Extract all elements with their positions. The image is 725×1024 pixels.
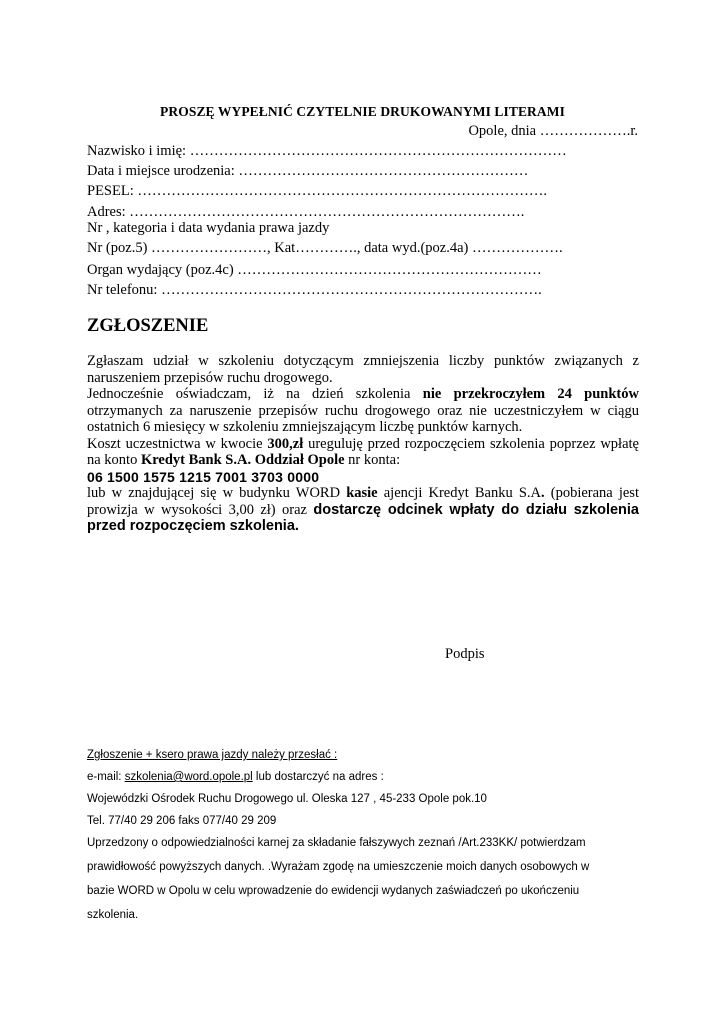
license-numbers-line: Nr (poz.5) ……………………, Kat…………., data wyd.(poz.4a) ………………. [87,240,563,256]
declaration-paragraph-4: lub w znajdującej się w budynku WORD kasie ajencji Kredyt Banku S.A. (pobierana jest prowizja w wysokości 3,00 zł) oraz dostarczę odcinek wpłaty do działu szkolenia przed rozpoczęciem szkolenia. [87,485,639,534]
declaration-body [87,353,639,535]
pesel-field-line: PESEL: …………………………………………………………………………. [87,183,547,199]
phone-field-line: Nr telefonu: ……………………………………………………………………. [87,282,542,298]
email-link[interactable]: szkolenia@word.opole.pl [124,771,253,783]
declaration-paragraph-2: Jednocześnie oświadczam, iż na dzień szkolenia nie przekroczyłem 24 punktów otrzymanych za naruszenie przepisów ruchu drogowego oraz nie uczestniczyłem w ciągu ostatnich 6 miesięcy w szkoleniu zmniejszającym liczbę punktów karnych. [87,386,639,435]
footer-phone: Tel. 77/40 29 206 faks 077/40 29 209 [87,815,277,827]
surname-field-line: Nazwisko i imię: …………………………………………………………………… [87,143,567,159]
footer-email-line: e-mail: szkolenia@word.opole.pl lub dostarczyć na adres : [87,771,384,783]
section-heading: ZGŁOSZENIE [87,316,209,336]
points-limit-text: nie przekroczyłem 24 punktów [422,386,639,402]
consent-line-1: Uprzedzony o odpowiedzialności karnej za składanie fałszywych zeznań /Art.233KK/ potwierdzam [87,837,586,849]
footer-address: Wojewódzki Ośrodek Ruchu Drogowego ul. Oleska 127 , 45-233 Opole pok.10 [87,793,487,805]
bank-name: Kredyt Bank S.A. Oddział Opole [140,452,345,468]
issuer-field-line: Organ wydający (poz.4c) ……………………………………………………… [87,262,542,278]
address-field-line: Adres: ………………………………………………………………………. [87,204,525,220]
birth-field-line: Data i miejsce urodzenia: …………………………………………………… [87,163,529,179]
fee-amount: 300,zł [267,435,304,452]
account-number: 06 1500 1575 1215 7001 3703 0000 [87,468,320,485]
license-info-label: Nr , kategoria i data wydania prawa jazdy [87,220,330,236]
declaration-paragraph-3: Koszt uczestnictwa w kwocie 300,zł ureguluję przed rozpoczęciem szkolenia poprzez wpłatę na konto Kredyt Bank S.A. Oddział Opole nr konta: [87,435,639,468]
delivery-instruction: dostarczę odcinek wpłaty do działu szkolenia przed rozpoczęciem szkolenia. [87,501,639,534]
footer-instruction: Zgłoszenie + ksero prawa jazdy należy przesłać : [87,749,338,761]
date-line: Opole, dnia ……………….r. [468,123,638,139]
signature-label: Podpis [445,646,485,662]
declaration-paragraph-1: Zgłaszam udział w szkoleniu dotyczącym zmniejszenia liczby punktów związanych z naruszeniem przepisów ruchu drogowego. [87,353,639,386]
consent-line-2: prawidłowość powyższych danych. .Wyrażam zgodę na umieszczenie moich danych osobowych w [87,861,590,873]
consent-line-3: bazie WORD w Opolu w celu wprowadzenie do ewidencji wydanych zaświadczeń po ukończeniu [87,885,580,897]
consent-line-4: szkolenia. [87,909,139,921]
form-title: PROSZĘ WYPEŁNIĆ CZYTELNIE DRUKOWANYMI LITERAMI [160,104,565,119]
